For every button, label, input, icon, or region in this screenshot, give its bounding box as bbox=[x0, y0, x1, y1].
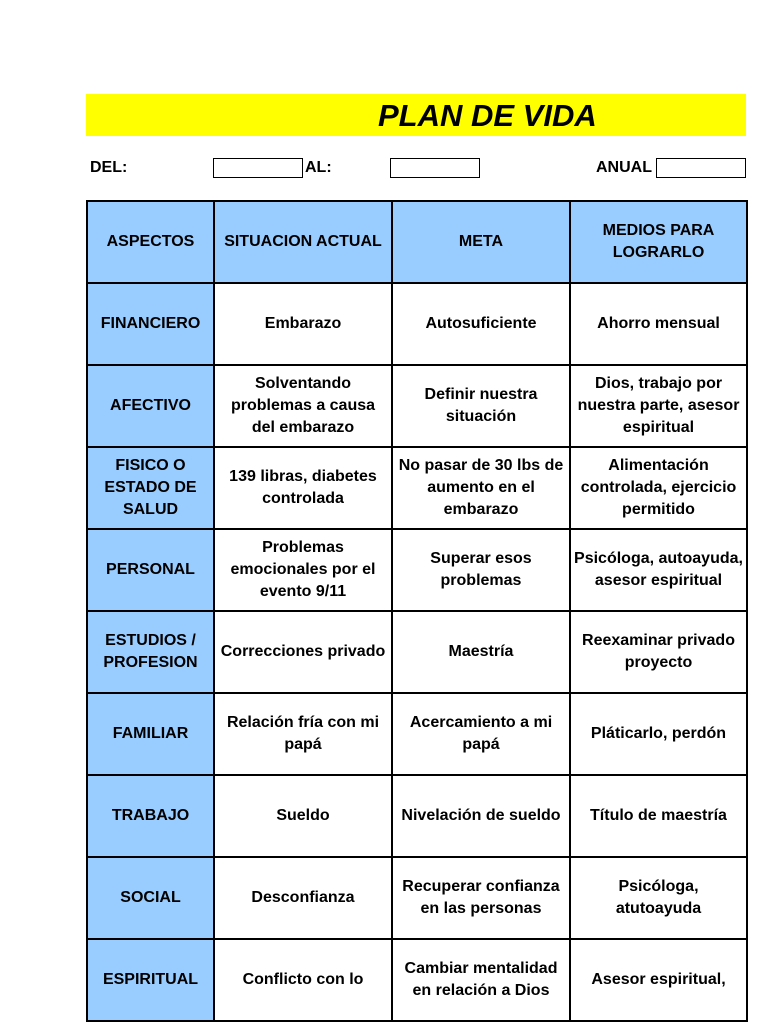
col-header-situacion: SITUACION ACTUAL bbox=[214, 201, 392, 283]
medios-cell: Ahorro mensual bbox=[570, 283, 747, 365]
table-row bbox=[87, 365, 747, 447]
situacion-cell: Conflicto con lo bbox=[214, 939, 392, 1021]
al-label: AL: bbox=[305, 159, 332, 176]
table-row bbox=[87, 611, 747, 693]
aspect-cell: ESPIRITUAL bbox=[87, 939, 214, 1021]
situacion-cell: Relación fría con mi papá bbox=[214, 693, 392, 775]
situacion-cell: Sueldo bbox=[214, 775, 392, 857]
aspect-cell: SOCIAL bbox=[87, 857, 214, 939]
page-title: PLAN DE VIDA bbox=[378, 98, 597, 133]
medios-cell: Psicóloga, autoayuda, asesor espiritual bbox=[570, 529, 747, 611]
table-row bbox=[87, 939, 747, 1021]
table-row bbox=[87, 529, 747, 611]
meta-cell: Maestría bbox=[392, 611, 570, 693]
plan-table bbox=[86, 200, 748, 1022]
meta-cell: Acercamiento a mi papá bbox=[392, 693, 570, 775]
meta-cell: Recuperar confianza en las personas bbox=[392, 857, 570, 939]
medios-cell: Psicóloga, atutoayuda bbox=[570, 857, 747, 939]
aspect-cell: FAMILIAR bbox=[87, 693, 214, 775]
al-field[interactable] bbox=[390, 158, 480, 178]
situacion-cell: Embarazo bbox=[214, 283, 392, 365]
table-row bbox=[87, 775, 747, 857]
header-row bbox=[87, 201, 747, 283]
anual-field[interactable] bbox=[656, 158, 746, 178]
situacion-cell: Desconfianza bbox=[214, 857, 392, 939]
meta-cell: Autosuficiente bbox=[392, 283, 570, 365]
del-field[interactable] bbox=[213, 158, 303, 178]
aspect-cell: PERSONAL bbox=[87, 529, 214, 611]
meta-cell: Superar esos problemas bbox=[392, 529, 570, 611]
medios-cell: Asesor espiritual, bbox=[570, 939, 747, 1021]
aspect-cell: FISICO O ESTADO DE SALUD bbox=[87, 447, 214, 529]
col-header-meta: META bbox=[392, 201, 570, 283]
table-row bbox=[87, 693, 747, 775]
medios-cell: Dios, trabajo por nuestra parte, asesor espiritual bbox=[570, 365, 747, 447]
table-row bbox=[87, 447, 747, 529]
medios-cell: Reexaminar privado proyecto bbox=[570, 611, 747, 693]
table-row bbox=[87, 283, 747, 365]
table-row bbox=[87, 857, 747, 939]
date-fields-row bbox=[0, 156, 768, 180]
col-header-medios: MEDIOS PARA LOGRARLO bbox=[570, 201, 747, 283]
medios-cell: Pláticarlo, perdón bbox=[570, 693, 747, 775]
meta-cell: Definir nuestra situación bbox=[392, 365, 570, 447]
meta-cell: Cambiar mentalidad en relación a Dios bbox=[392, 939, 570, 1021]
anual-label: ANUAL bbox=[596, 159, 652, 176]
del-label: DEL: bbox=[90, 159, 128, 176]
aspect-cell: ESTUDIOS / PROFESION bbox=[87, 611, 214, 693]
aspect-cell: TRABAJO bbox=[87, 775, 214, 857]
medios-cell: Título de maestría bbox=[570, 775, 747, 857]
medios-cell: Alimentación controlada, ejercicio permitido bbox=[570, 447, 747, 529]
situacion-cell: Solventando problemas a causa del embarazo bbox=[214, 365, 392, 447]
aspect-cell: FINANCIERO bbox=[87, 283, 214, 365]
situacion-cell: 139 libras, diabetes controlada bbox=[214, 447, 392, 529]
meta-cell: Nivelación de sueldo bbox=[392, 775, 570, 857]
title-bar bbox=[86, 94, 746, 136]
col-header-aspectos: ASPECTOS bbox=[87, 201, 214, 283]
situacion-cell: Correcciones privado bbox=[214, 611, 392, 693]
meta-cell: No pasar de 30 lbs de aumento en el embarazo bbox=[392, 447, 570, 529]
situacion-cell: Problemas emocionales por el evento 9/11 bbox=[214, 529, 392, 611]
aspect-cell: AFECTIVO bbox=[87, 365, 214, 447]
